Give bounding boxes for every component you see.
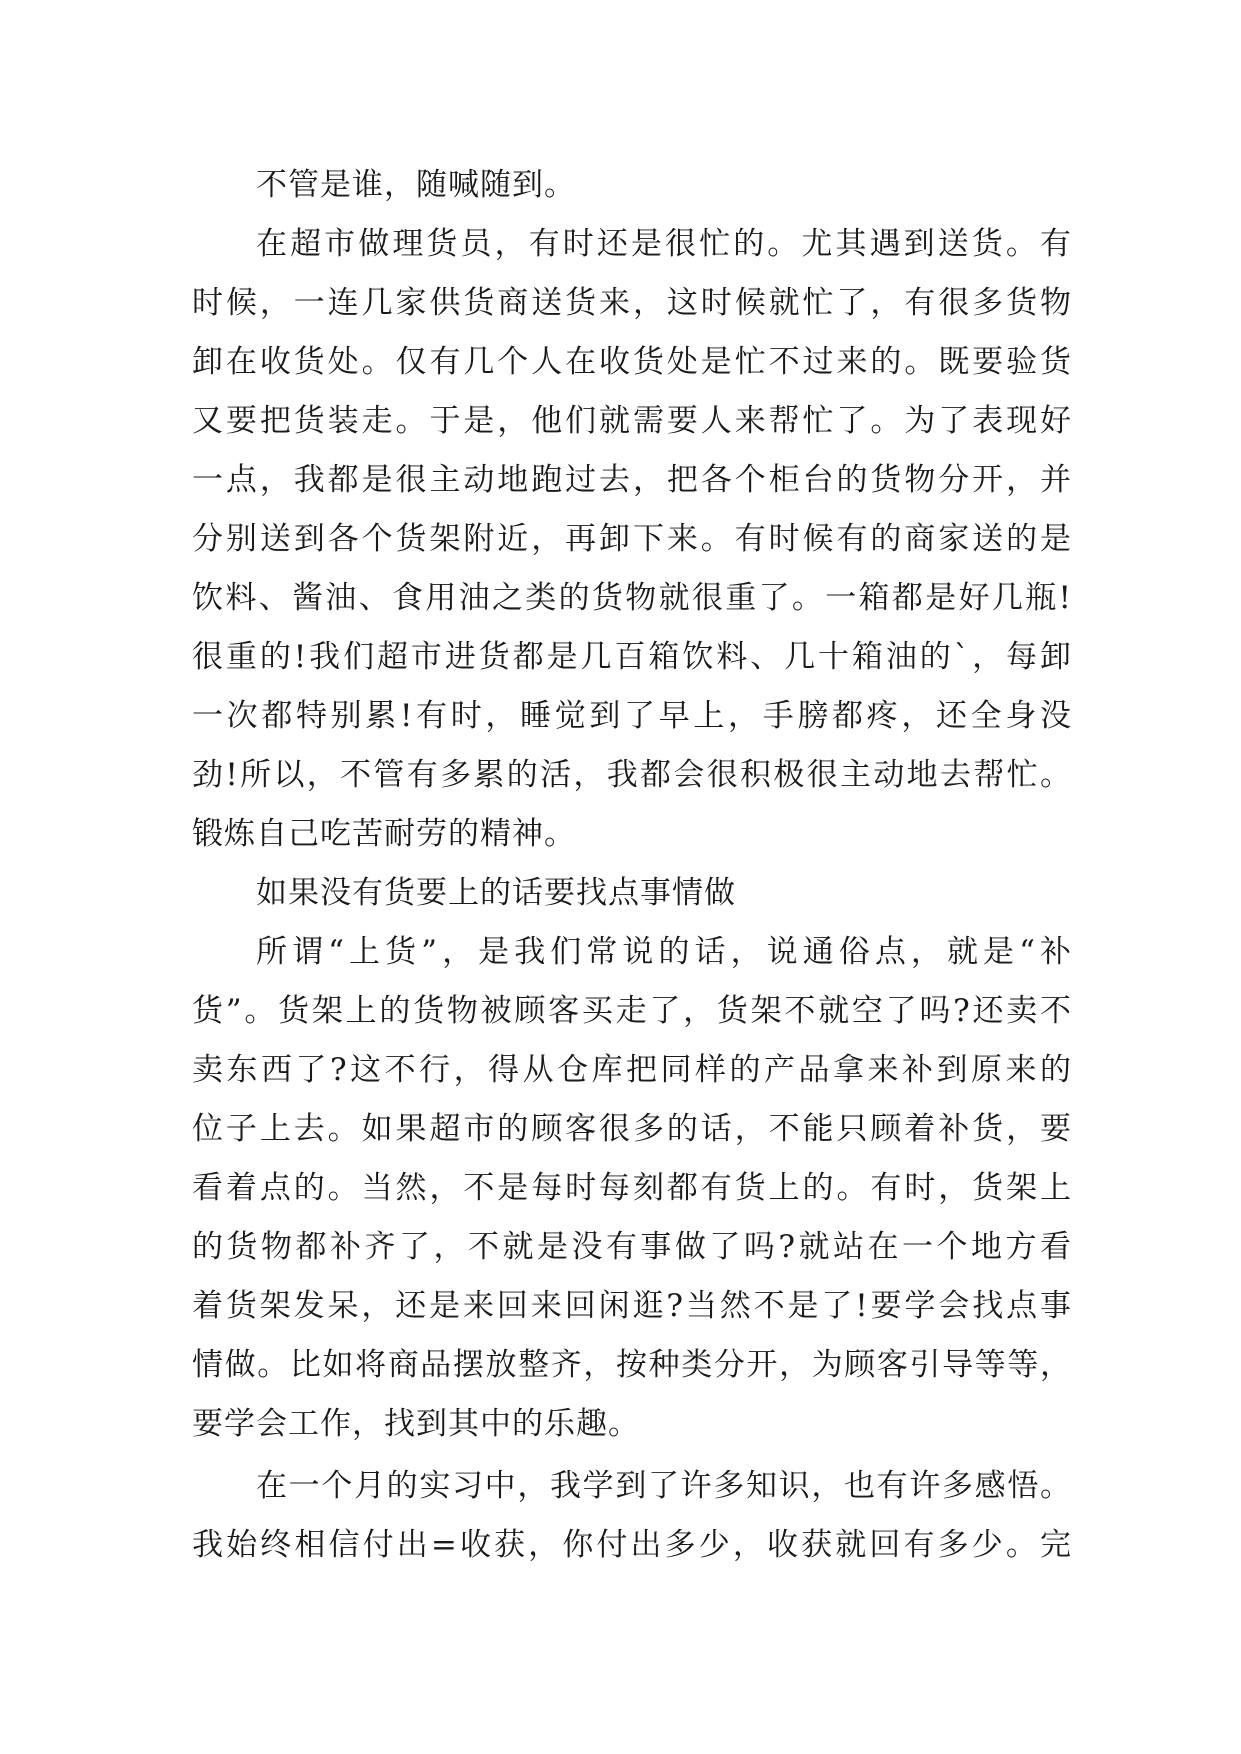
text-line: 很重的!我们超市进货都是几百箱饮料、几十箱油的`，每卸	[192, 639, 1072, 675]
text-line: 时候，一连几家供货商送货来，这时候就忙了，有很多货物	[192, 285, 1072, 321]
text-line: 一次都特别累!有时，睡觉到了早上，手膀都疼，还全身没	[192, 698, 1072, 734]
paragraph-delivery	[192, 215, 1072, 864]
text-line: 又要把货装走。于是，他们就需要人来帮忙了。为了表现好	[192, 403, 1072, 439]
text-line: 在一个月的实习中，我学到了许多知识，也有许多感悟。	[256, 1468, 1072, 1504]
text-line: 的货物都补齐了，不就是没有事做了吗?就站在一个地方看	[192, 1229, 1072, 1265]
text-line: 分别送到各个货架附近，再卸下来。有时候有的商家送的是	[192, 521, 1072, 557]
text-line: 锻炼自己吃苦耐劳的精神。	[192, 816, 576, 852]
text-line: 卸在收货处。仅有几个人在收货处是忙不过来的。既要验货	[192, 344, 1072, 380]
text-line: 劲!所以，不管有多累的活，我都会很积极很主动地去帮忙。	[192, 757, 1072, 793]
text-line: 要学会工作，找到其中的乐趣。	[192, 1406, 640, 1442]
paragraph-opening	[192, 156, 1072, 215]
text-line: 卖东西了?这不行，得从仓库把同样的产品拿来补到原来的	[192, 1052, 1072, 1088]
paragraph-conclusion	[192, 1457, 1072, 1575]
text-line: 我始终相信付出=收获，你付出多少，收获就回有多少。完	[192, 1527, 1072, 1563]
text-line: 所谓“上货”，是我们常说的话，说通俗点，就是“补	[256, 934, 1072, 970]
text-line: 不管是谁，随喊随到。	[256, 167, 576, 203]
text-line: 在超市做理货员，有时还是很忙的。尤其遇到送货。有	[256, 226, 1072, 262]
text-line: 货”。货架上的货物被顾客买走了，货架不就空了吗?还卖不	[192, 993, 1072, 1029]
paragraph-heading	[192, 864, 1072, 923]
text-line: 看着点的。当然，不是每时每刻都有货上的。有时，货架上	[192, 1170, 1072, 1206]
text-line: 一点，我都是很主动地跑过去，把各个柜台的货物分开，并	[192, 462, 1072, 498]
section-heading: 如果没有货要上的话要找点事情做	[256, 875, 736, 911]
paragraph-restock	[192, 923, 1072, 1454]
text-line: 着货架发呆，还是来回来回闲逛?当然不是了!要学会找点事	[192, 1288, 1072, 1324]
text-line: 饮料、酱油、食用油之类的货物就很重了。一箱都是好几瓶!	[192, 580, 1072, 616]
document-body	[192, 156, 1072, 1575]
text-line: 位子上去。如果超市的顾客很多的话，不能只顾着补货，要	[192, 1111, 1072, 1147]
text-line: 情做。比如将商品摆放整齐，按种类分开，为顾客引导等等，	[192, 1347, 1072, 1383]
